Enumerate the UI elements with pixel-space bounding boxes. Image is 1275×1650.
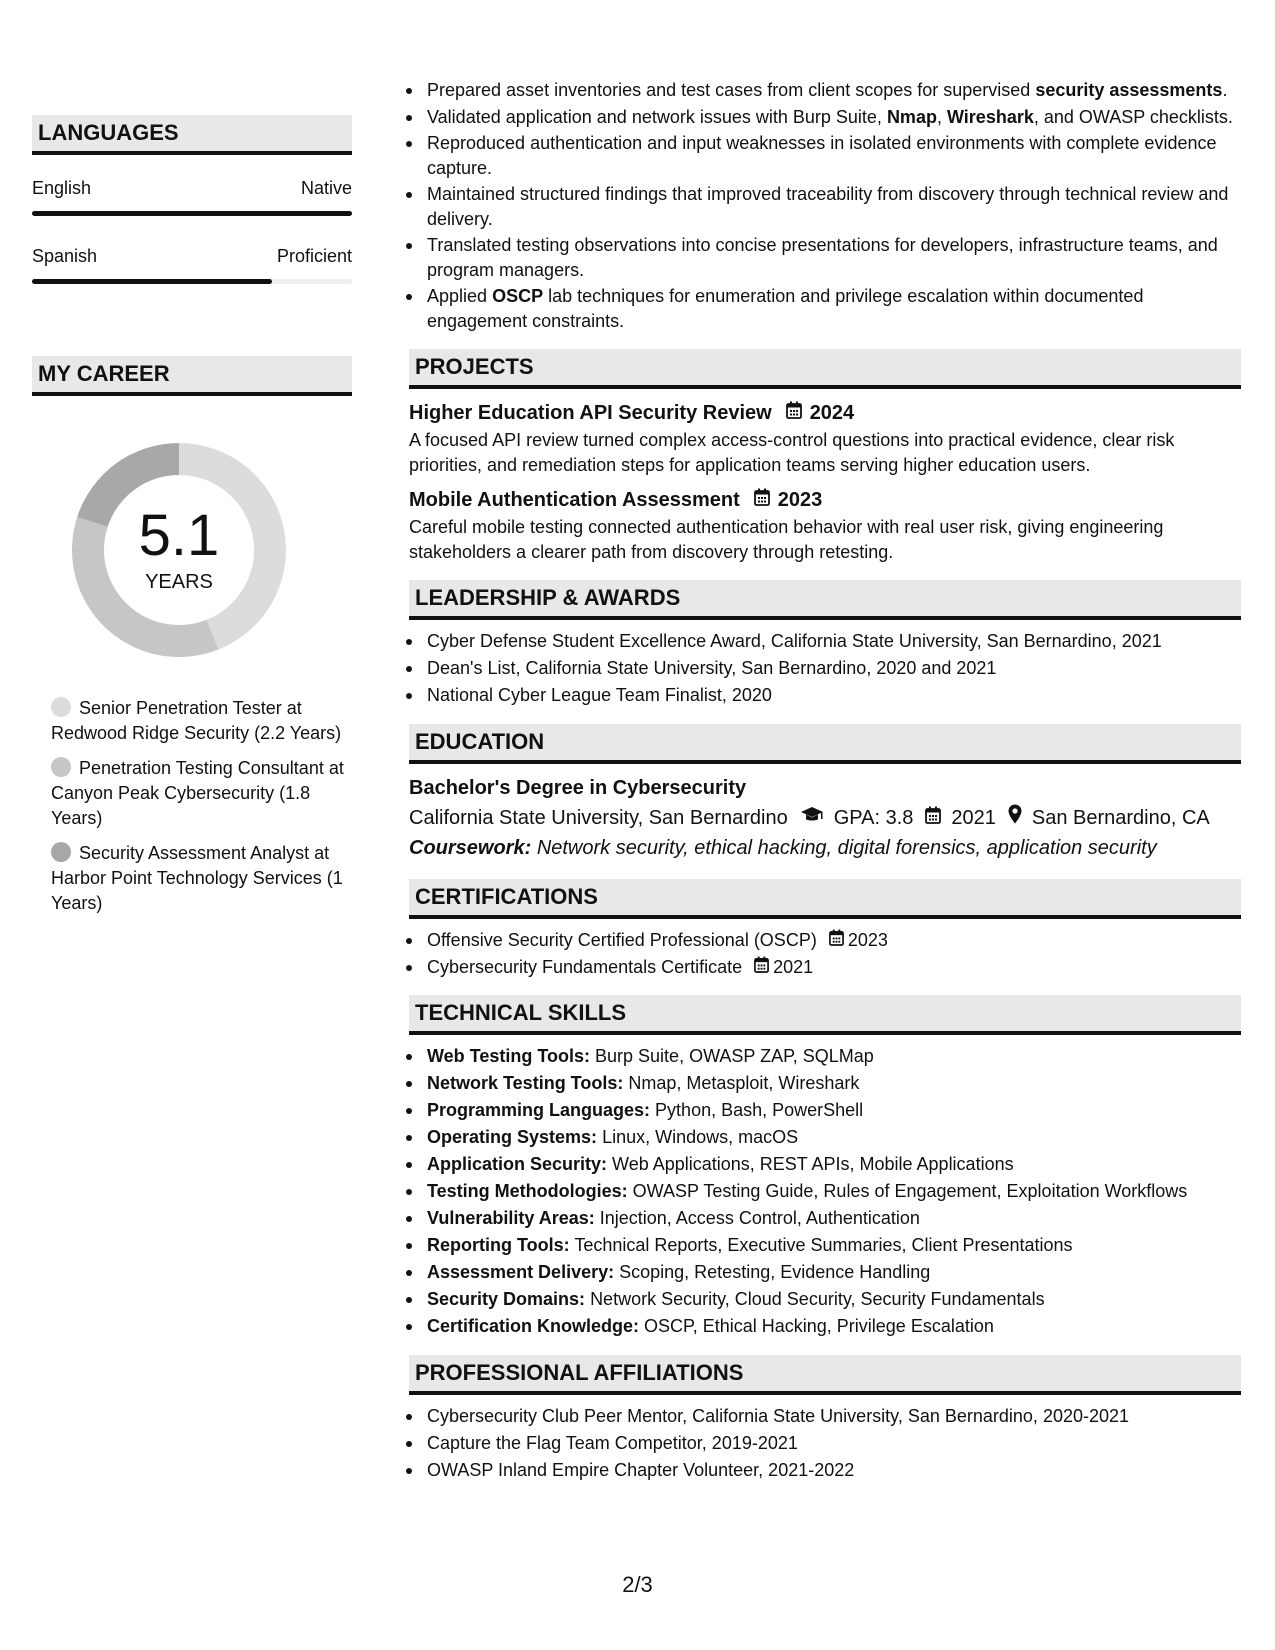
language-proficiency-fill [32, 211, 352, 216]
calendar-icon [754, 955, 769, 980]
skill-item [409, 1206, 1241, 1231]
affiliations-section [409, 1355, 1241, 1483]
education-coursework [409, 833, 1241, 863]
language-proficiency-bar [32, 279, 352, 284]
leadership-heading: LEADERSHIP & AWARDS [409, 580, 1241, 620]
skill-label: Network Testing Tools: [427, 1073, 624, 1093]
language-name: Spanish [32, 246, 98, 266]
leadership-section [409, 580, 1241, 708]
experience-bullet: Prepared asset inventories and test cases from client scopes for supervised security assessments. [409, 78, 1241, 103]
project-item [409, 485, 1241, 564]
skill-item [409, 1125, 1241, 1150]
language-proficiency-bar [32, 211, 352, 216]
languages-heading: LANGUAGES [32, 115, 352, 155]
main-content [409, 78, 1241, 1485]
experience-bullet: Maintained structured findings that improved traceability from discovery through technical review and delivery. [409, 182, 1241, 231]
calendar-icon [829, 928, 844, 953]
skill-value: Network Security, Cloud Security, Security Fundamentals [590, 1289, 1045, 1309]
certification-name: Cybersecurity Fundamentals Certificate [427, 956, 743, 977]
skill-item [409, 1152, 1241, 1177]
skill-label: Operating Systems: [427, 1127, 598, 1147]
education-school: California State University, San Bernardino [409, 806, 788, 829]
skill-value: Python, Bash, PowerShell [655, 1100, 864, 1120]
projects-heading: PROJECTS [409, 349, 1241, 389]
skill-label: Assessment Delivery: [427, 1262, 615, 1282]
career-role-dot [51, 757, 71, 777]
career-donut-chart [67, 438, 291, 662]
project-description: A focused API review turned complex access-control questions into practical evidence, clear risk priorities, and remediation steps for application teams serving higher education users. [409, 430, 1175, 475]
affiliation-item: Cybersecurity Club Peer Mentor, California State University, San Bernardino, 2020-2021 [409, 1404, 1241, 1429]
skill-label: Application Security: [427, 1154, 608, 1174]
skill-label: Testing Methodologies: [427, 1181, 628, 1201]
career-heading: MY CAREER [32, 356, 352, 396]
calendar-icon [925, 803, 941, 833]
leadership-item: Dean's List, California State University, San Bernardino, 2020 and 2021 [409, 656, 1241, 681]
career-role-text: Security Assessment Analyst at Harbor Point Technology Services (1 Years) [51, 843, 343, 913]
skill-item [409, 1314, 1241, 1339]
career-total-unit: YEARS [145, 570, 213, 593]
skill-item [409, 1179, 1241, 1204]
certification-item [409, 955, 1241, 980]
certification-item [409, 928, 1241, 953]
location-pin-icon [1008, 803, 1022, 833]
affiliation-item: OWASP Inland Empire Chapter Volunteer, 2021-2022 [409, 1458, 1241, 1483]
skill-item [409, 1044, 1241, 1069]
certification-year: 2021 [773, 956, 814, 977]
career-role-text: Senior Penetration Tester at Redwood Ridge Security (2.2 Years) [51, 698, 342, 743]
language-proficiency-fill [32, 279, 272, 284]
experience-bullet: Reproduced authentication and input weaknesses in isolated environments with complete evidence capture. [409, 131, 1241, 180]
skills-section [409, 995, 1241, 1339]
project-year: 2024 [809, 402, 855, 424]
skill-value: OSCP, Ethical Hacking, Privilege Escalation [644, 1316, 994, 1336]
graduation-cap-icon [800, 803, 824, 833]
experience-bullet: Applied OSCP lab techniques for enumeration and privilege escalation within documented engagement constraints. [409, 284, 1241, 333]
project-item [409, 398, 1241, 477]
skill-label: Vulnerability Areas: [427, 1208, 595, 1228]
skill-value: Web Applications, REST APIs, Mobile Applications [612, 1154, 1014, 1174]
leadership-item: Cyber Defense Student Excellence Award, California State University, San Bernardino, 2021 [409, 629, 1241, 654]
skill-item [409, 1098, 1241, 1123]
experience-bullets [409, 78, 1241, 333]
career-total-years: 5.1 [138, 502, 220, 568]
project-year: 2023 [777, 489, 823, 511]
certifications-section [409, 879, 1241, 980]
skill-label: Web Testing Tools: [427, 1046, 590, 1066]
skill-label: Reporting Tools: [427, 1235, 570, 1255]
skill-value: Technical Reports, Executive Summaries, Client Presentations [574, 1235, 1073, 1255]
skill-value: Linux, Windows, macOS [602, 1127, 799, 1147]
skill-value: Injection, Access Control, Authentication [599, 1208, 920, 1228]
skill-value: Burp Suite, OWASP ZAP, SQLMap [595, 1046, 874, 1066]
education-details [409, 803, 1241, 833]
leadership-item: National Cyber League Team Finalist, 2020 [409, 683, 1241, 708]
skill-value: Scoping, Retesting, Evidence Handling [619, 1262, 931, 1282]
coursework-label: Coursework: [409, 836, 532, 859]
affiliation-item: Capture the Flag Team Competitor, 2019-2021 [409, 1431, 1241, 1456]
career-role [32, 841, 352, 916]
certification-year: 2023 [847, 929, 888, 950]
certifications-heading: CERTIFICATIONS [409, 879, 1241, 919]
education-section [409, 724, 1241, 863]
education-gpa: GPA: 3.8 [833, 806, 914, 829]
skill-label: Security Domains: [427, 1289, 586, 1309]
skill-value: OWASP Testing Guide, Rules of Engagement, Exploitation Workflows [632, 1181, 1188, 1201]
skill-item [409, 1233, 1241, 1258]
education-year: 2021 [951, 806, 996, 829]
projects-section [409, 349, 1241, 564]
experience-bullet: Validated application and network issues with Burp Suite, Nmap, Wireshark, and OWASP checklists. [409, 105, 1241, 130]
experience-bullet: Translated testing observations into concise presentations for developers, infrastructure teams, and program managers. [409, 233, 1241, 282]
skill-item [409, 1287, 1241, 1312]
affiliations-heading: PROFESSIONAL AFFILIATIONS [409, 1355, 1241, 1395]
language-item [32, 178, 352, 216]
project-title: Mobile Authentication Assessment [409, 489, 740, 511]
education-heading: EDUCATION [409, 724, 1241, 764]
sidebar [32, 115, 352, 926]
education-degree: Bachelor's Degree in Cybersecurity [409, 776, 747, 799]
project-description: Careful mobile testing connected authentication behavior with real user risk, giving engineering stakeholders a clearer path from discovery through retesting. [409, 517, 1164, 562]
career-role [32, 696, 352, 746]
education-location: San Bernardino, CA [1031, 806, 1210, 829]
career-role-dot [51, 697, 71, 717]
project-title: Higher Education API Security Review [409, 402, 772, 424]
language-name: English [32, 178, 92, 198]
language-item [32, 246, 352, 284]
language-level: Proficient [276, 246, 352, 266]
calendar-icon [754, 485, 770, 515]
skill-item [409, 1071, 1241, 1096]
certification-name: Offensive Security Certified Professional (OSCP) [427, 929, 817, 950]
career-role-text: Penetration Testing Consultant at Canyon Peak Cybersecurity (1.8 Years) [51, 758, 344, 828]
skill-value: Nmap, Metasploit, Wireshark [628, 1073, 860, 1093]
career-legend [32, 696, 352, 916]
page-number: 2/3 [622, 1572, 653, 1597]
calendar-icon [786, 398, 802, 428]
career-role [32, 756, 352, 831]
skill-item [409, 1260, 1241, 1285]
skills-heading: TECHNICAL SKILLS [409, 995, 1241, 1035]
coursework-list: Network security, ethical hacking, digital forensics, application security [536, 836, 1157, 859]
language-level: Native [300, 178, 352, 198]
skill-label: Programming Languages: [427, 1100, 651, 1120]
career-role-dot [51, 842, 71, 862]
skill-label: Certification Knowledge: [427, 1316, 640, 1336]
